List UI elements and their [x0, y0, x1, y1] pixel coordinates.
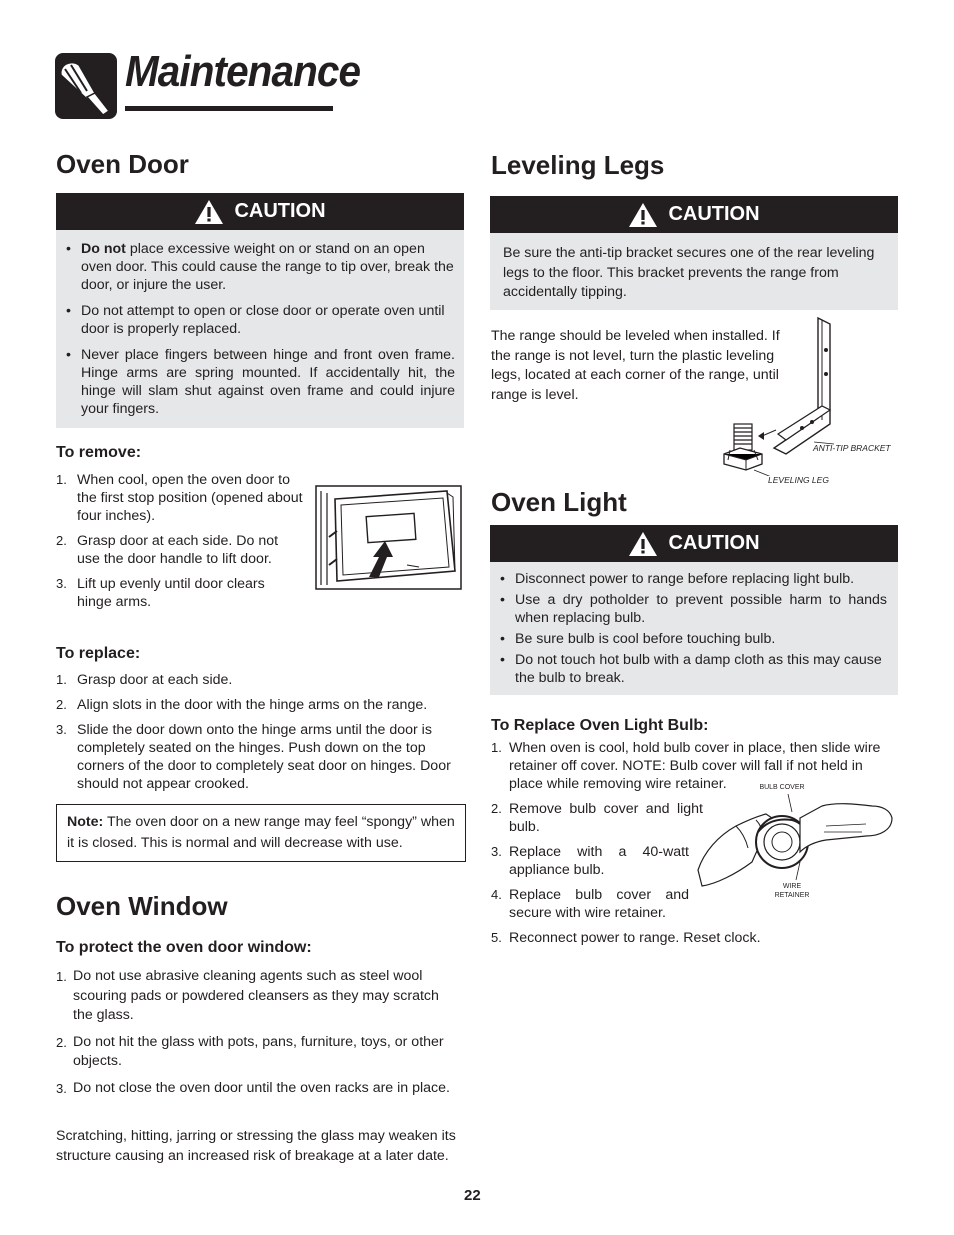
list-item: • Do not place excessive weight on or stand on an open oven door. This could cause the range to tip over, break the door, or injure the user. [56, 240, 455, 294]
warning-icon [628, 531, 658, 557]
list-item: 3. Lift up evenly until door clears hinge arms. [56, 576, 265, 610]
oven-door-heading: Oven Door [56, 149, 189, 179]
bulb-cover-label: BULB COVER [759, 784, 805, 791]
leveling-legs-caution-box [490, 196, 898, 310]
anti-tip-bracket-label: ANTI-TIP BRACKET [813, 443, 891, 453]
list-item: • Do not touch hot bulb with a damp cloth as this may cause the bulb to break. [490, 651, 887, 687]
leveling-leg-label: LEVELING LEG [768, 475, 829, 485]
list-item: 1. When cool, open the oven door to the first stop position (opened about four inches). [56, 472, 303, 524]
to-remove-heading: To remove: [56, 444, 142, 461]
list-item: 3. Slide the door down onto the hinge arms until the door is completely seated on the hinges. Push down on the top corners of the door to completely seat door on hinges. Door should not appear crooked. [56, 722, 451, 792]
list-item: 3. Do not close the oven door until the oven racks are in place. [56, 1079, 450, 1096]
leveling-caution-text: Be sure the anti-tip bracket secures one of the rear leveling legs to the floor. This bracket prevents the range from accidentally tipping. [503, 245, 875, 300]
title-underline [125, 106, 333, 111]
list-item: 3. Replace with a 40-watt appliance bulb. [491, 844, 689, 878]
oven-window-steps [56, 967, 461, 1105]
remove-steps [56, 471, 303, 618]
list-item: 2. Do not hit the glass with pots, pans, furniture, toys, or other objects. [56, 1033, 444, 1069]
page-title: Maintenance [125, 47, 361, 96]
oven-window-subheading: To protect the oven door window: [56, 939, 312, 956]
oven-door-caution-box [56, 193, 464, 428]
oven-door-caution-list [56, 230, 464, 418]
screwdriver-icon [55, 53, 117, 119]
note-box: Note: The oven door on a new range may feel “spongy” when it is closed. This is normal and will decrease with use. [56, 804, 466, 862]
retainer-label: RETAINER [774, 892, 810, 899]
list-item: 2. Remove bulb cover and light bulb. [491, 801, 703, 835]
list-item: 1. Grasp door at each side. [56, 672, 233, 688]
caution-label: CAUTION [668, 203, 760, 225]
list-item: 5. Reconnect power to range. Reset clock. [491, 930, 761, 946]
list-item: 4. Replace bulb cover and secure with wire retainer. [491, 887, 689, 921]
oven-window-footer: Scratching, hitting, jarring or stressing the glass may weaken its structure causing an increased risk of breakage at a later date. [56, 1128, 456, 1164]
oven-door-illustration [315, 485, 462, 590]
replace-bulb-heading: To Replace Oven Light Bulb: [491, 717, 709, 734]
caution-bar [490, 196, 898, 233]
to-replace-heading: To replace: [56, 645, 141, 662]
leveling-legs-heading: Leveling Legs [491, 150, 665, 180]
replace-steps [56, 671, 456, 800]
list-item: 1. Do not use abrasive cleaning agents such as steel wool scouring pads or powdered cleansers as they may scratch the glass. [56, 968, 439, 1023]
caution-label: CAUTION [668, 532, 760, 554]
leveling-legs-body: The range should be leveled when installed. If the range is not level, turn the plastic leveling legs, located at each corner of the range, until range is level. [491, 328, 780, 403]
list-item: • Do not attempt to open or close door or operate oven until door is properly replaced. [56, 302, 455, 338]
caution-label: CAUTION [234, 200, 326, 222]
list-item: • Use a dry potholder to prevent possible harm to hands when replacing bulb. [490, 591, 887, 627]
wire-label: WIRE [782, 883, 802, 890]
list-item: 2. Align slots in the door with the hinge arms on the range. [56, 697, 428, 713]
list-item: 1. When oven is cool, hold bulb cover in place, then slide wire retainer off cover. NOTE: Bulb cover will fall if not held in place while removing wire retainer. [491, 740, 881, 792]
oven-window-heading: Oven Window [56, 891, 228, 921]
warning-icon [194, 199, 224, 225]
warning-icon [628, 202, 658, 228]
oven-light-caution-list [490, 562, 898, 687]
caution-bar [490, 525, 898, 562]
list-item: 2. Grasp door at each side. Do not use the door handle to lift door. [56, 533, 279, 567]
caution-bar [56, 193, 464, 230]
list-item: • Never place fingers between hinge and front oven frame. Hinge arms are spring mounted. If accidentally hit, the hinge will slam shut against oven frame and could injure your fingers. [56, 346, 455, 418]
oven-light-caution-box [490, 525, 898, 695]
list-item: • Be sure bulb is cool before touching bulb. [490, 630, 887, 648]
page-number: 22 [464, 1187, 481, 1204]
oven-light-heading: Oven Light [491, 487, 627, 517]
light-bulb-illustration [696, 792, 898, 888]
list-item: • Disconnect power to range before replacing light bulb. [490, 570, 887, 588]
